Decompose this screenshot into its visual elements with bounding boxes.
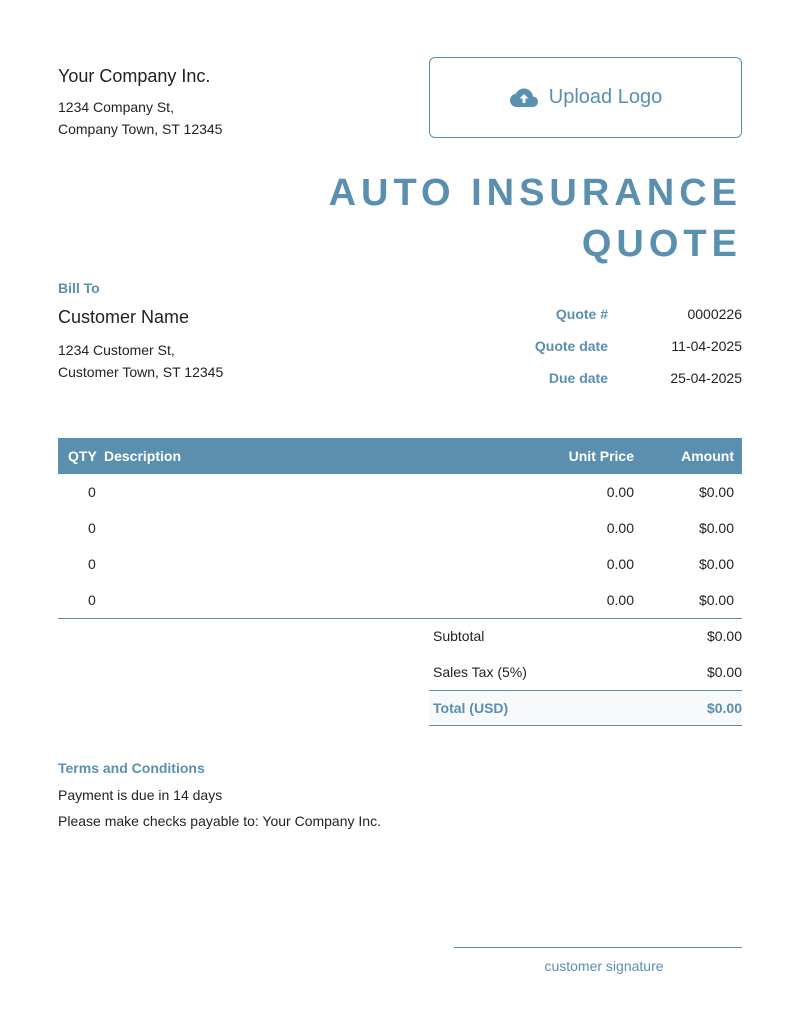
quote-meta (480, 298, 742, 394)
row-amount: $0.00 (698, 484, 734, 500)
quote-date-label: Quote date (534, 338, 608, 354)
subtotal-value: $0.00 (706, 628, 742, 644)
row-unit-price[interactable]: 0.00 (606, 556, 634, 572)
subtotal-label: Subtotal (433, 628, 485, 644)
row-unit-price[interactable]: 0.00 (606, 484, 634, 500)
quote-date-row (480, 330, 742, 362)
items-table-header (58, 438, 742, 474)
header-unit-price: Unit Price (568, 448, 634, 464)
items-table (58, 438, 742, 619)
totals-block (429, 618, 742, 726)
sales-tax-label[interactable]: Sales Tax (5%) (433, 664, 527, 680)
row-qty[interactable]: 0 (88, 592, 96, 608)
terms-line-2[interactable]: Please make checks payable to: Your Company Inc. (58, 813, 381, 829)
cloud-upload-icon (509, 87, 539, 109)
company-name: Your Company Inc. (58, 66, 211, 86)
upload-logo-button[interactable] (429, 57, 742, 138)
company-address-line2: Company Town, ST 12345 (58, 121, 223, 137)
table-row (58, 582, 742, 618)
row-qty[interactable]: 0 (88, 556, 96, 572)
quote-date-value[interactable]: 11-04-2025 (671, 338, 742, 354)
table-row (58, 546, 742, 582)
due-date-label: Due date (548, 370, 608, 386)
row-amount: $0.00 (698, 556, 734, 572)
total-label: Total (USD) (433, 700, 509, 716)
quote-number-row (480, 298, 742, 330)
total-row (429, 690, 742, 726)
customer-address-line2: Customer Town, ST 12345 (58, 364, 224, 380)
company-address (58, 96, 222, 140)
document-title-line1: AUTO INSURANCE (328, 172, 742, 214)
customer-name: Customer Name (58, 307, 190, 327)
company-address-line1: 1234 Company St, (58, 99, 174, 115)
sales-tax-value: $0.00 (706, 664, 742, 680)
terms-label: Terms and Conditions (58, 760, 205, 776)
signature-label: customer signature (544, 958, 664, 974)
upload-logo-label: Upload Logo (548, 86, 663, 108)
signature-line (454, 947, 742, 948)
row-qty[interactable]: 0 (88, 484, 96, 500)
sales-tax-row (429, 654, 742, 690)
bill-to-label: Bill To (58, 280, 100, 296)
table-row (58, 474, 742, 510)
header-qty: QTY (68, 448, 97, 464)
customer-address-line1: 1234 Customer St, (58, 342, 175, 358)
subtotal-row (429, 618, 742, 654)
row-unit-price[interactable]: 0.00 (606, 592, 634, 608)
quote-number-value[interactable]: 0000226 (687, 306, 742, 322)
row-unit-price[interactable]: 0.00 (606, 520, 634, 536)
row-amount: $0.00 (698, 592, 734, 608)
document-title-line2: QUOTE (581, 223, 742, 265)
total-value: $0.00 (706, 700, 742, 716)
customer-address (58, 339, 223, 383)
header-amount: Amount (681, 448, 734, 464)
document-title (262, 168, 742, 270)
header-description: Description (104, 448, 182, 464)
table-row (58, 510, 742, 546)
row-qty[interactable]: 0 (88, 520, 96, 536)
due-date-row (480, 362, 742, 394)
due-date-value[interactable]: 25-04-2025 (670, 370, 742, 386)
terms-line-1[interactable]: Payment is due in 14 days (58, 787, 223, 803)
row-amount: $0.00 (698, 520, 734, 536)
quote-number-label: Quote # (555, 306, 608, 322)
